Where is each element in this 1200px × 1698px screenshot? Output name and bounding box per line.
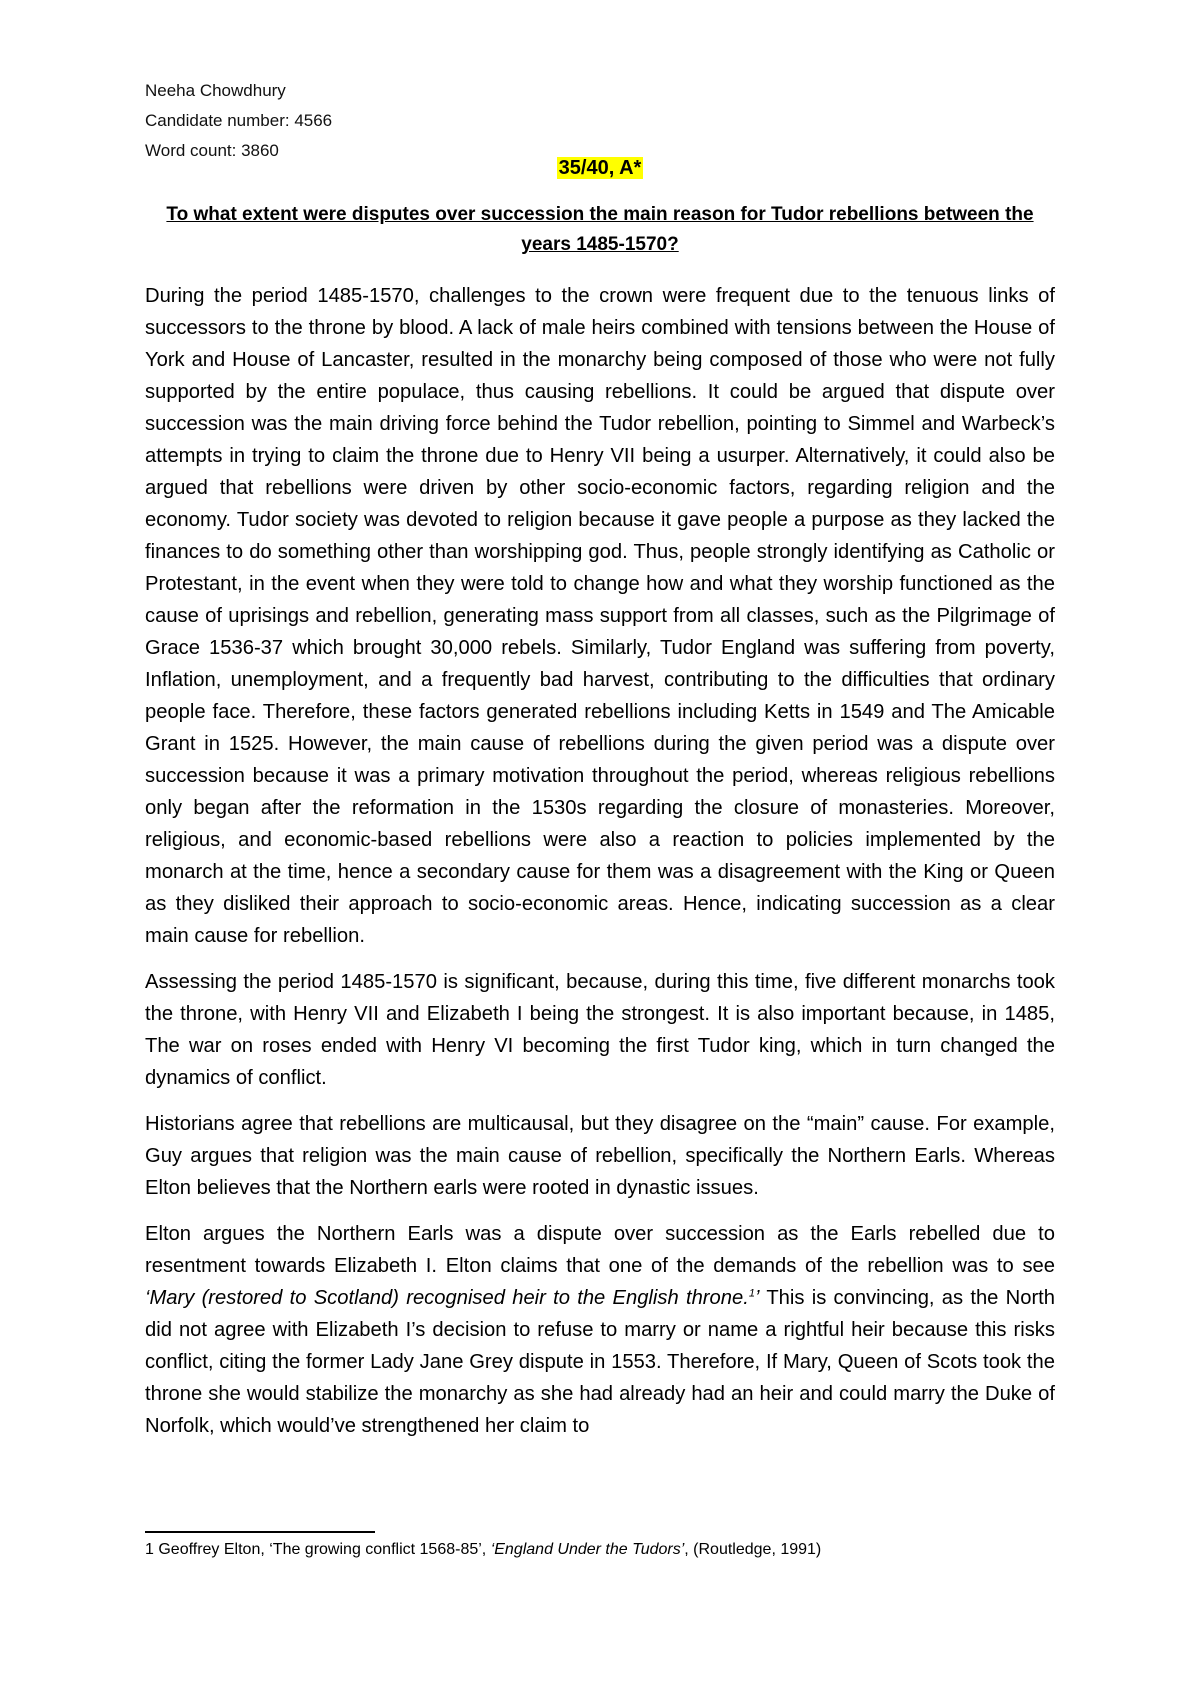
- grade-line: [0, 154, 1200, 182]
- paragraph-4-lead: Elton argues the Northern Earls was a dispute over succession as the Earls rebelled due to resentment towards Elizabeth I. Elton claims that one of the demands of the rebellion was to see: [145, 1223, 1055, 1277]
- paragraph-1: During the period 1485-1570, challenges to the crown were frequent due to the tenuous links of successors to the throne by blood. A lack of male heirs combined with tensions between the House of York and House of Lancaster, resulted in the monarchy being composed of those who were not fully supported by the entire populace, thus causing rebellions. It could be argued that dispute over succession was the main driving force behind the Tudor rebellion, pointing to Simmel and Warbeck’s attempts in trying to claim the throne due to Henry VII being a usurper. Alternatively, it could also be argued that rebellions were driven by other socio-economic factors, regarding religion and the economy. Tudor society was devoted to religion because it gave people a purpose as they lacked the finances to do something other than worshipping god. Thus, people strongly identifying as Catholic or Protestant, in the event when they were told to change how and what they worship functioned as the cause of uprisings and rebellion, generating mass support from all classes, such as the Pilgrimage of Grace 1536-37 which brought 30,000 rebels. Similarly, Tudor England was suffering from poverty, Inflation, unemployment, and a frequently bad harvest, contributing to the difficulties that ordinary people face. Therefore, these factors generated rebellions including Ketts in 1549 and The Amicable Grant in 1525. However, the main cause of rebellions during the given period was a dispute over succession because it was a primary motivation throughout the period, whereas religious rebellions only began after the reformation in the 1530s regarding the closure of monasteries. Moreover, religious, and economic-based rebellions were also a reaction to policies implemented by the monarch at the time, hence a secondary cause for them was a disagreement with the King or Queen as they disliked their approach to socio-economic areas. Hence, indicating succession as a clear main cause for rebellion.: [145, 285, 1055, 947]
- footnote-author: Geoffrey Elton,: [153, 1541, 270, 1558]
- paragraph-3: Historians agree that rebellions are multicausal, but they disagree on the “main” cause. For example, Guy argues that religion was the main cause of rebellion, specifically the Northern Earls. Whereas Elton believes that the Northern earls were rooted in dynastic issues.: [145, 1113, 1055, 1199]
- grade-highlight: 35/40, A*: [558, 157, 642, 179]
- footnote-publisher: , (Routledge, 1991): [684, 1541, 822, 1558]
- elton-quote: ‘Mary (restored to Scotland) recognised heir to the English throne.$^1$’: [145, 1287, 760, 1309]
- candidate-number: Candidate number: 4566: [145, 111, 333, 130]
- essay-body: [145, 280, 1055, 1456]
- paragraph-4: [145, 1218, 1055, 1442]
- header-block: [145, 76, 332, 166]
- footnote-ref[interactable]: 1: [748, 1287, 755, 1300]
- essay-title: To what extent were disputes over succession the main reason for Tudor rebellions between the years 1485-1570?: [166, 204, 1034, 255]
- footnote-number: 1: [145, 1541, 154, 1558]
- footnote-book: ‘England Under the Tudors’: [490, 1541, 685, 1558]
- author-name: Neeha Chowdhury: [145, 81, 286, 100]
- paragraph-4-rest: This is convincing, as the North did not agree with Elizabeth I’s decision to refuse to marry or name a rightful heir because this risks conflict, citing the former Lady Jane Grey dispute in 1553. Therefore, If Mary, Queen of Scots took the throne she would stabilize the monarchy as she had already had an heir and could marry the Duke of Norfolk, which would’ve strengthened her claim to: [145, 1287, 1056, 1437]
- paragraph-2: Assessing the period 1485-1570 is significant, because, during this time, five different monarchs took the throne, with Henry VII and Elizabeth I being the strongest. It is also important because, in 1485, The war on roses ended with Henry VI becoming the first Tudor king, which in turn changed the dynamics of conflict.: [145, 971, 1055, 1089]
- footnote-chapter: ‘The growing conflict 1568-85’,: [269, 1541, 491, 1558]
- footnote-separator: [145, 1531, 375, 1533]
- word-count: Word count: 3860: [145, 141, 279, 160]
- footnote: [145, 1538, 1055, 1562]
